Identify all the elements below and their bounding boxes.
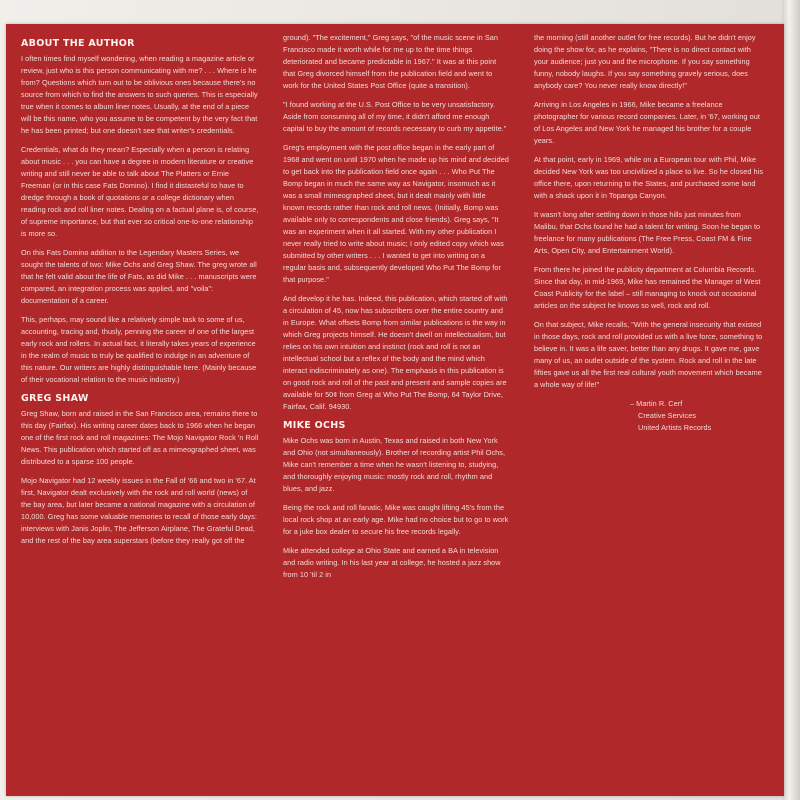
column-1 — [21, 38, 259, 554]
column-2 — [283, 33, 509, 588]
paragraph: I often times find myself wondering, when reading a magazine article or review, just who is this person communicating with me? . . . Where is he from? Questions which turn out to be oblivious ones because there's no source from which to find the answers to such queries. This is especially true when it comes to album liner notes. Usually, at the end of a piece will be this name, who you assume to be competent by the very fact that he has been printed; but one doesn't see that writer's credentials. — [21, 54, 258, 135]
signature-company: United Artists Records — [638, 423, 712, 432]
signature-name: – Martin R. Cerf — [630, 399, 683, 408]
signature-title: Creative Services — [638, 411, 697, 420]
paragraph: Arriving in Los Angeles in 1966, Mike became a freelance photographer for various record companies. Later, in '67, working out of Los Angeles and New York he managed his brother for a couple years. — [534, 100, 760, 145]
paragraph: And develop it he has. Indeed, this publication, which started off with a circulation of 45, now has subscribers over the entire country and in Europe. What offsets Bomp from similar publications is the way in which Greg projects himself. He doesn't dwell on intellectualism, but relies on his own intuition and instinct (rock and roll is not an intellectual school but a reflex of the body and the mind which interact indiscriminately as one). The emphasis in this publication is on good rock and roll of the past and present and sample copies are available for 50¢ from Greg at Who Put The Bomp, 64 Taylor Drive, Fairfax, Calif. 94930. — [283, 294, 508, 411]
heading-mike-ochs: MIKE OCHS — [283, 420, 346, 431]
heading-greg-shaw: GREG SHAW — [21, 393, 89, 404]
paragraph: "I found working at the U.S. Post Office to be very unsatisfactory. Aside from consuming all of my time, it didn't afford me enough capital to buy the amount of records necessary to curb my appetite." — [283, 100, 507, 133]
paragraph: Mojo Navigator had 12 weekly issues in the Fall of '66 and two in '67. At first, Navigator dealt exclusively with the rock and roll world (news) of the bay area, but later became a national magazine with a circulation of 10,000. Greg has some valuable memories to recall of those early days: interviews with Janis Joplin, The Jefferson Airplane, The Grateful Dead, and the rest of the bay area superstars (before they really got off the — [21, 476, 257, 545]
paragraph: On that subject, Mike recalls, "With the general insecurity that existed in those days, rock and roll provided us with a live force, something to believe in. It was a life saver, better than any drugs. It gave me, gave many of us, an outlet outside of the system. Rock and roll in the late fifties gave us all the first real cultural youth movement which became a whole way of life!" — [534, 320, 763, 389]
paragraph: Mike attended college at Ohio State and earned a BA in television and radio writing. In his last year at college, he hosted a jazz show from 10 'til 2 in — [283, 546, 501, 579]
heading-about-the-author: ABOUT THE AUTHOR — [21, 38, 135, 49]
column-3 — [534, 33, 766, 434]
paragraph: Greg's employment with the post office began in the early part of 1968 and went on until 1970 when he made up his mind and decided to get back into the publication field once again . . . Who Put The Bomp began in much the same way as Navigator, insomuch as it was a small mimeographed sheet, but it dealt mainly with little known records rather than rock and roll news. (Initially, Bomp was available only to correspondents and close friends). Greg says, "It was an experiment when it all started. With my other publication I never really tried to write about music; I only edited copy which was submitted by other writers . . . I wanted to get into writing on a regular basis and, subsequently developed Who Put The Bomp for that purpose." — [283, 143, 509, 284]
paragraph: Being the rock and roll fanatic, Mike was caught lifting 45's from the local rock shop at an early age. Mike had no choice but to go to work for a juke box dealer to secure his free records legally. — [283, 503, 509, 536]
paragraph: From there he joined the publicity department at Columbia Records. Since that day, in mid-1969, Mike has remained the Manager of West Coast Publicity for the label – still managing to knock out occasional articles on the subject he knows so well, rock and roll. — [534, 265, 761, 310]
sleeve-edge — [782, 0, 800, 800]
paragraph: Mike Ochs was born in Austin, Texas and raised in both New York and Ohio (not simultaneously). Brother of recording artist Phil Ochs, Mike can't remember a time when he wasn't listening to, studying, and thoroughly enjoying music: mostly rock and roll, rhythm and blues, and jazz. — [283, 436, 506, 493]
paragraph: Greg Shaw, born and raised in the San Francisco area, remains there to this day (Fairfax). His writing career dates back to 1966 when he began one of the first rock and roll magazines: The Mojo Navigator Rock 'n Roll News. This publication which started off as a mimeographed sheet, was distributed to a sparse 100 people. — [21, 409, 259, 466]
paragraph: At that point, early in 1969, while on a European tour with Phil, Mike decided New York was too uncivilized a place to live. So he closed his office there, upon returning to the States, and purchased some land with a shack upon it in Topanga Canyon. — [534, 155, 764, 200]
paragraph: It wasn't long after settling down in those hills just minutes from Malibu, that Ochs found he had a talent for writing. Soon he began to freelance for many publications (The Free Press, Coast FM & Fine Arts, Open City, and Entertainment World). — [534, 210, 761, 255]
paragraph: ground). "The excitement," Greg says, "of the music scene in San Francisco made it worth while for me up to the time things deteriorated and became predictable in 1967." It was at this point that Greg divorced himself from the publication field and went to work for the United States Post Office (quite a transition). — [283, 33, 498, 90]
paragraph: the morning (still another outlet for free records). But he didn't enjoy doing the show for, as he explains, "There is no direct contact with your audience; just you and the microphone. If you say something funny, nobody laughs. If you say something gravely serious, does anybody care? You never really know directly!" — [534, 33, 756, 90]
paragraph: On this Fats Domino addition to the Legendary Masters Series, we sought the talents of two: Mike Ochs and Greg Shaw. The greg wrote all that he felt valid about the life of Fats, as did Mike . . . manuscripts were compared, an integration process was applied, and "voila": documentation of a career. — [21, 248, 257, 305]
paragraph: Credentials, what do they mean? Especially when a person is relating about music . . . you can have a degree in modern literature or creative writing and still never be able to talk about The Platters or Ernie Freeman (or in this case Fats Domino). I find it distasteful to have to dredge through a book of quotations or a college dictionary when reading rock and roll liner notes. Dealing on a factual plane is, of course, of supreme importance, but that ever so critical one-to-one relationship is more so. — [21, 145, 259, 238]
liner-notes-panel — [6, 24, 784, 796]
paragraph: This, perhaps, may sound like a relatively simple task to some of us, accounting, tracing and, thusly, penning the career of one of the largest early rock and rollers. In actual fact, it literally takes years of experience in the realm of music to truly be qualified to indulge in an adventure of this nature. Our writers are highly distinguishable here. (Mainly because of their vocational relation to the music industry.) — [21, 315, 257, 384]
